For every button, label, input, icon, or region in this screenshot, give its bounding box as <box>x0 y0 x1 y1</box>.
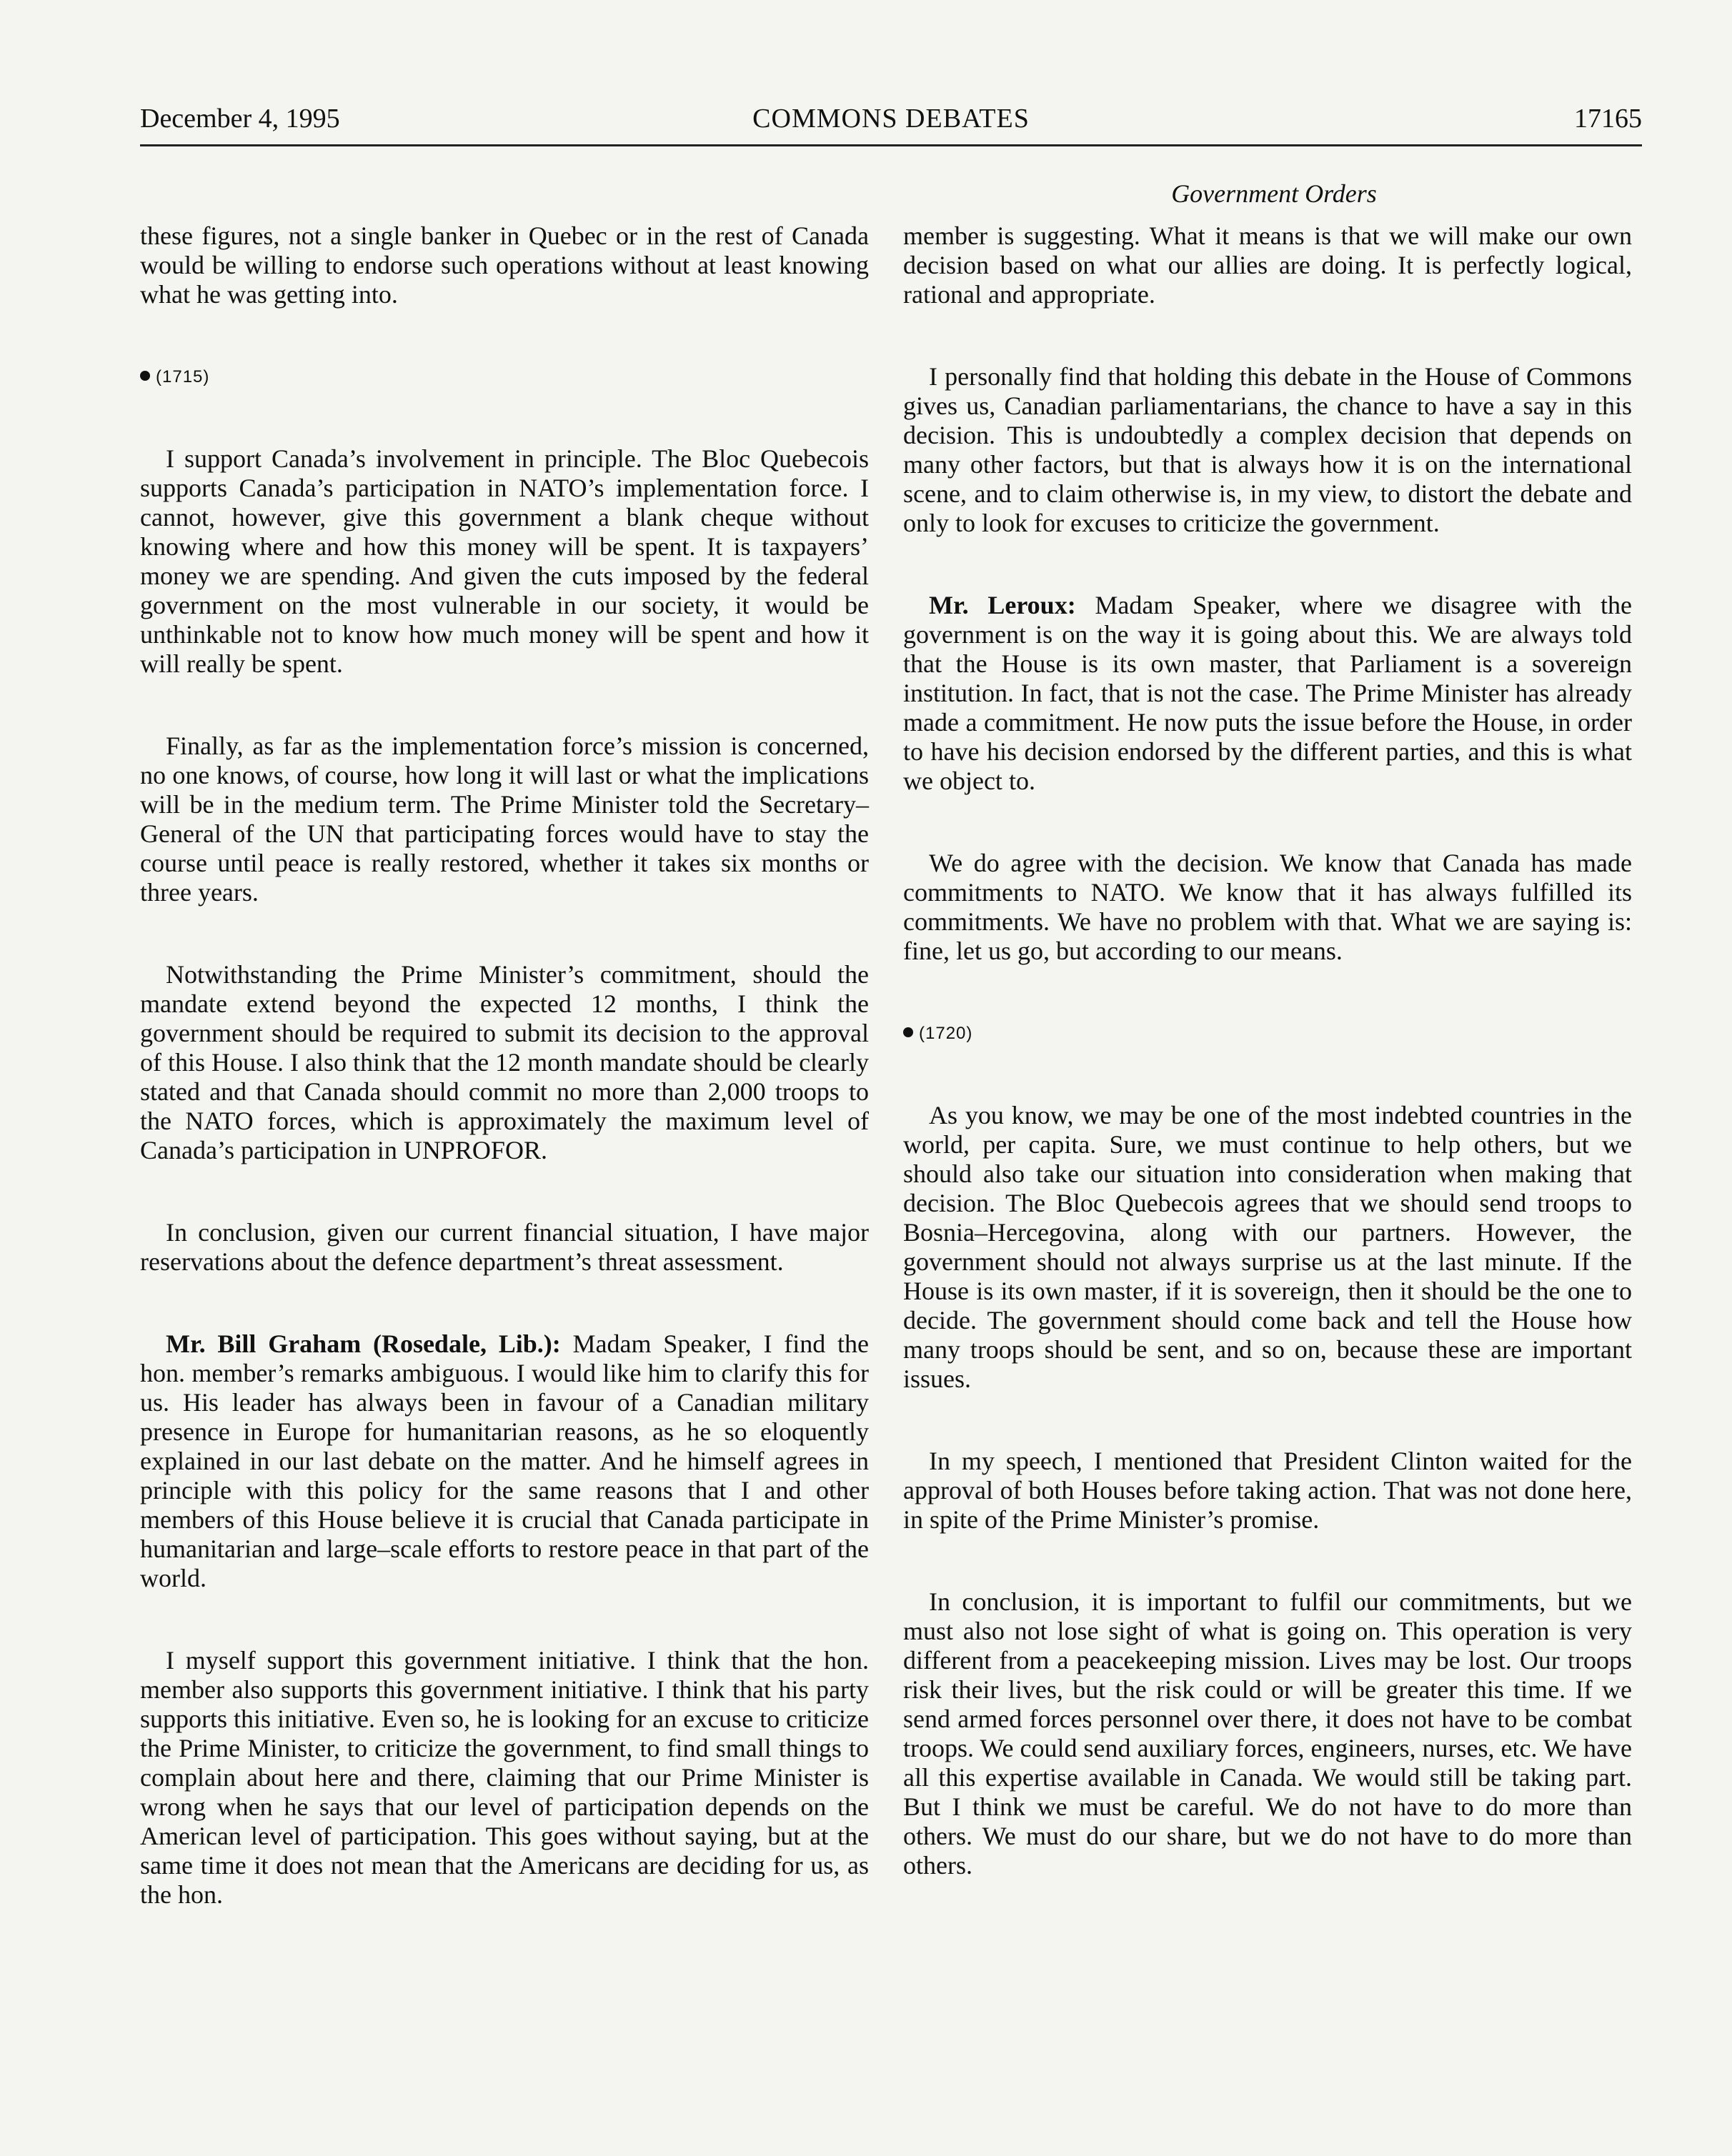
left-column <box>140 221 869 1962</box>
bullet-icon <box>140 371 150 381</box>
header-title: COMMONS DEBATES <box>752 104 1030 134</box>
right-column <box>903 221 1632 1933</box>
speaker-name: Mr. Leroux: <box>929 591 1076 619</box>
time-marker-label: (1715) <box>156 367 210 386</box>
speaker-text: Madam Speaker, where we disagree with the government is on the way it is going about this. We are always told that the House is its own master, that Parliament is a sovereign institution. In fact, that is not the case. The Prime Minister has already made a commitment. He now puts the issue before the House, in order to have his decision endorsed by the different parties, and this is what we object to. <box>903 591 1633 795</box>
paragraph: I personally find that holding this debate in the House of Commons gives us, Canadian parliamentarians, the chance to have a say in this decision. This is undoubtedly a complex decision that depends on many other factors, but that is always how it is on the international scene, and to claim otherwise is, in my view, to distort the debate and only to look for excuses to criticize the government. <box>903 362 1632 537</box>
paragraph: these figures, not a single banker in Quebec or in the rest of Canada would be willing to endorse such operations without at least knowing what he was getting into. <box>140 221 869 309</box>
paragraph: I myself support this government initiative. I think that the hon. member also supports this government initiative. I think that his party supports this initiative. Even so, he is looking for an excuse to criticize the Prime Minister, to criticize the government, to find small things to complain about here and there, claiming that our Prime Minister is wrong when he says that our level of participation depends on the American level of participation. This goes without saying, but at the same time it does not mean that the Americans are deciding for us, as the hon. <box>140 1646 869 1909</box>
header-rule <box>140 144 1642 146</box>
paragraph: Finally, as far as the implementation force’s mission is concerned, no one knows, of course, how long it will last or what the implications will be in the medium term. The Prime Minister told the Secretary–General of the UN that participating forces would have to stay the course until peace is really restored, whether it takes six months or three years. <box>140 732 869 907</box>
time-marker <box>140 362 869 391</box>
page <box>140 100 1642 2115</box>
paragraph: I support Canada’s involvement in principle. The Bloc Quebecois supports Canada’s participation in NATO’s implementation force. I cannot, however, give this government a blank cheque without knowing where and how this money will be spent. It is taxpayers’ money we are spending. And given the cuts imposed by the federal government on the most vulnerable in our society, it would be unthinkable not to know how much money will be spent and how it will really be spent. <box>140 444 869 678</box>
section-label: Government Orders <box>1171 179 1377 208</box>
time-marker-label: (1720) <box>919 1024 973 1043</box>
paragraph: In conclusion, it is important to fulfil our commitments, but we must also not lose sight of what is going on. This operation is very different from a peacekeeping mission. Lives may be lost. Our troops risk their lives, but the risk could or will be greater this time. If we send armed forces personnel over there, it does not have to be combat troops. We could send auxiliary forces, engineers, nurses, etc. We have all this expertise available in Canada. We would still be taking part. But I think we must be careful. We do not have to do more than others. We must do our share, but we do not have to do more than others. <box>903 1587 1632 1880</box>
bullet-icon <box>903 1027 913 1037</box>
speaker-paragraph <box>903 591 1632 796</box>
paragraph: Notwithstanding the Prime Minister’s commitment, should the mandate extend beyond the expected 12 months, I think the government should be required to submit its decision to the approval of this House. I also think that the 12 month mandate should be clearly stated and that Canada should commit no more than 2,000 troops to the NATO forces, which is approximately the maximum level of Canada’s participation in UNPROFOR. <box>140 960 869 1164</box>
header-date: December 4, 1995 <box>140 104 340 134</box>
speaker-name: Mr. Bill Graham (Rosedale, Lib.): <box>166 1329 561 1358</box>
paragraph: As you know, we may be one of the most indebted countries in the world, per capita. Sure, we must continue to help others, but we should also take our situation into consideration when making that decision. The Bloc Quebecois agrees that we should send troops to Bosnia–Hercegovina, along with our partners. However, the government should not always surprise us at the last minute. If the House is its own master, if it is sovereign, then it should be the one to decide. The government should come back and tell the House how many troops should be sent, and so on, because these are important issues. <box>903 1101 1632 1393</box>
speaker-paragraph <box>140 1329 869 1593</box>
paragraph: In conclusion, given our current financial situation, I have major reservations about the defence department’s threat assessment. <box>140 1218 869 1276</box>
header-page-number: 17165 <box>1574 104 1642 134</box>
time-marker <box>903 1019 1632 1048</box>
paragraph: member is suggesting. What it means is that we will make our own decision based on what our allies are doing. It is perfectly logical, rational and appropriate. <box>903 221 1632 309</box>
page-header <box>140 100 1642 150</box>
paragraph: We do agree with the decision. We know that Canada has made commitments to NATO. We know that it has always fulfilled its commitments. We have no problem with that. What we are saying is: fine, let us go, but according to our means. <box>903 849 1632 965</box>
paragraph: In my speech, I mentioned that President Clinton waited for the approval of both Houses before taking action. That was not done here, in spite of the Prime Minister’s promise. <box>903 1447 1632 1534</box>
speaker-text: Madam Speaker, I find the hon. member’s remarks ambiguous. I would like him to clarify this for us. His leader has always been in favour of a Canadian military presence in Europe for humanitarian reasons, as he so eloquently explained in our last debate on the matter. And he himself agrees in principle with this policy for the same reasons that I and other members of this House believe it is crucial that Canada participate in humanitarian and large–scale efforts to restore peace in that part of the world. <box>140 1329 869 1592</box>
